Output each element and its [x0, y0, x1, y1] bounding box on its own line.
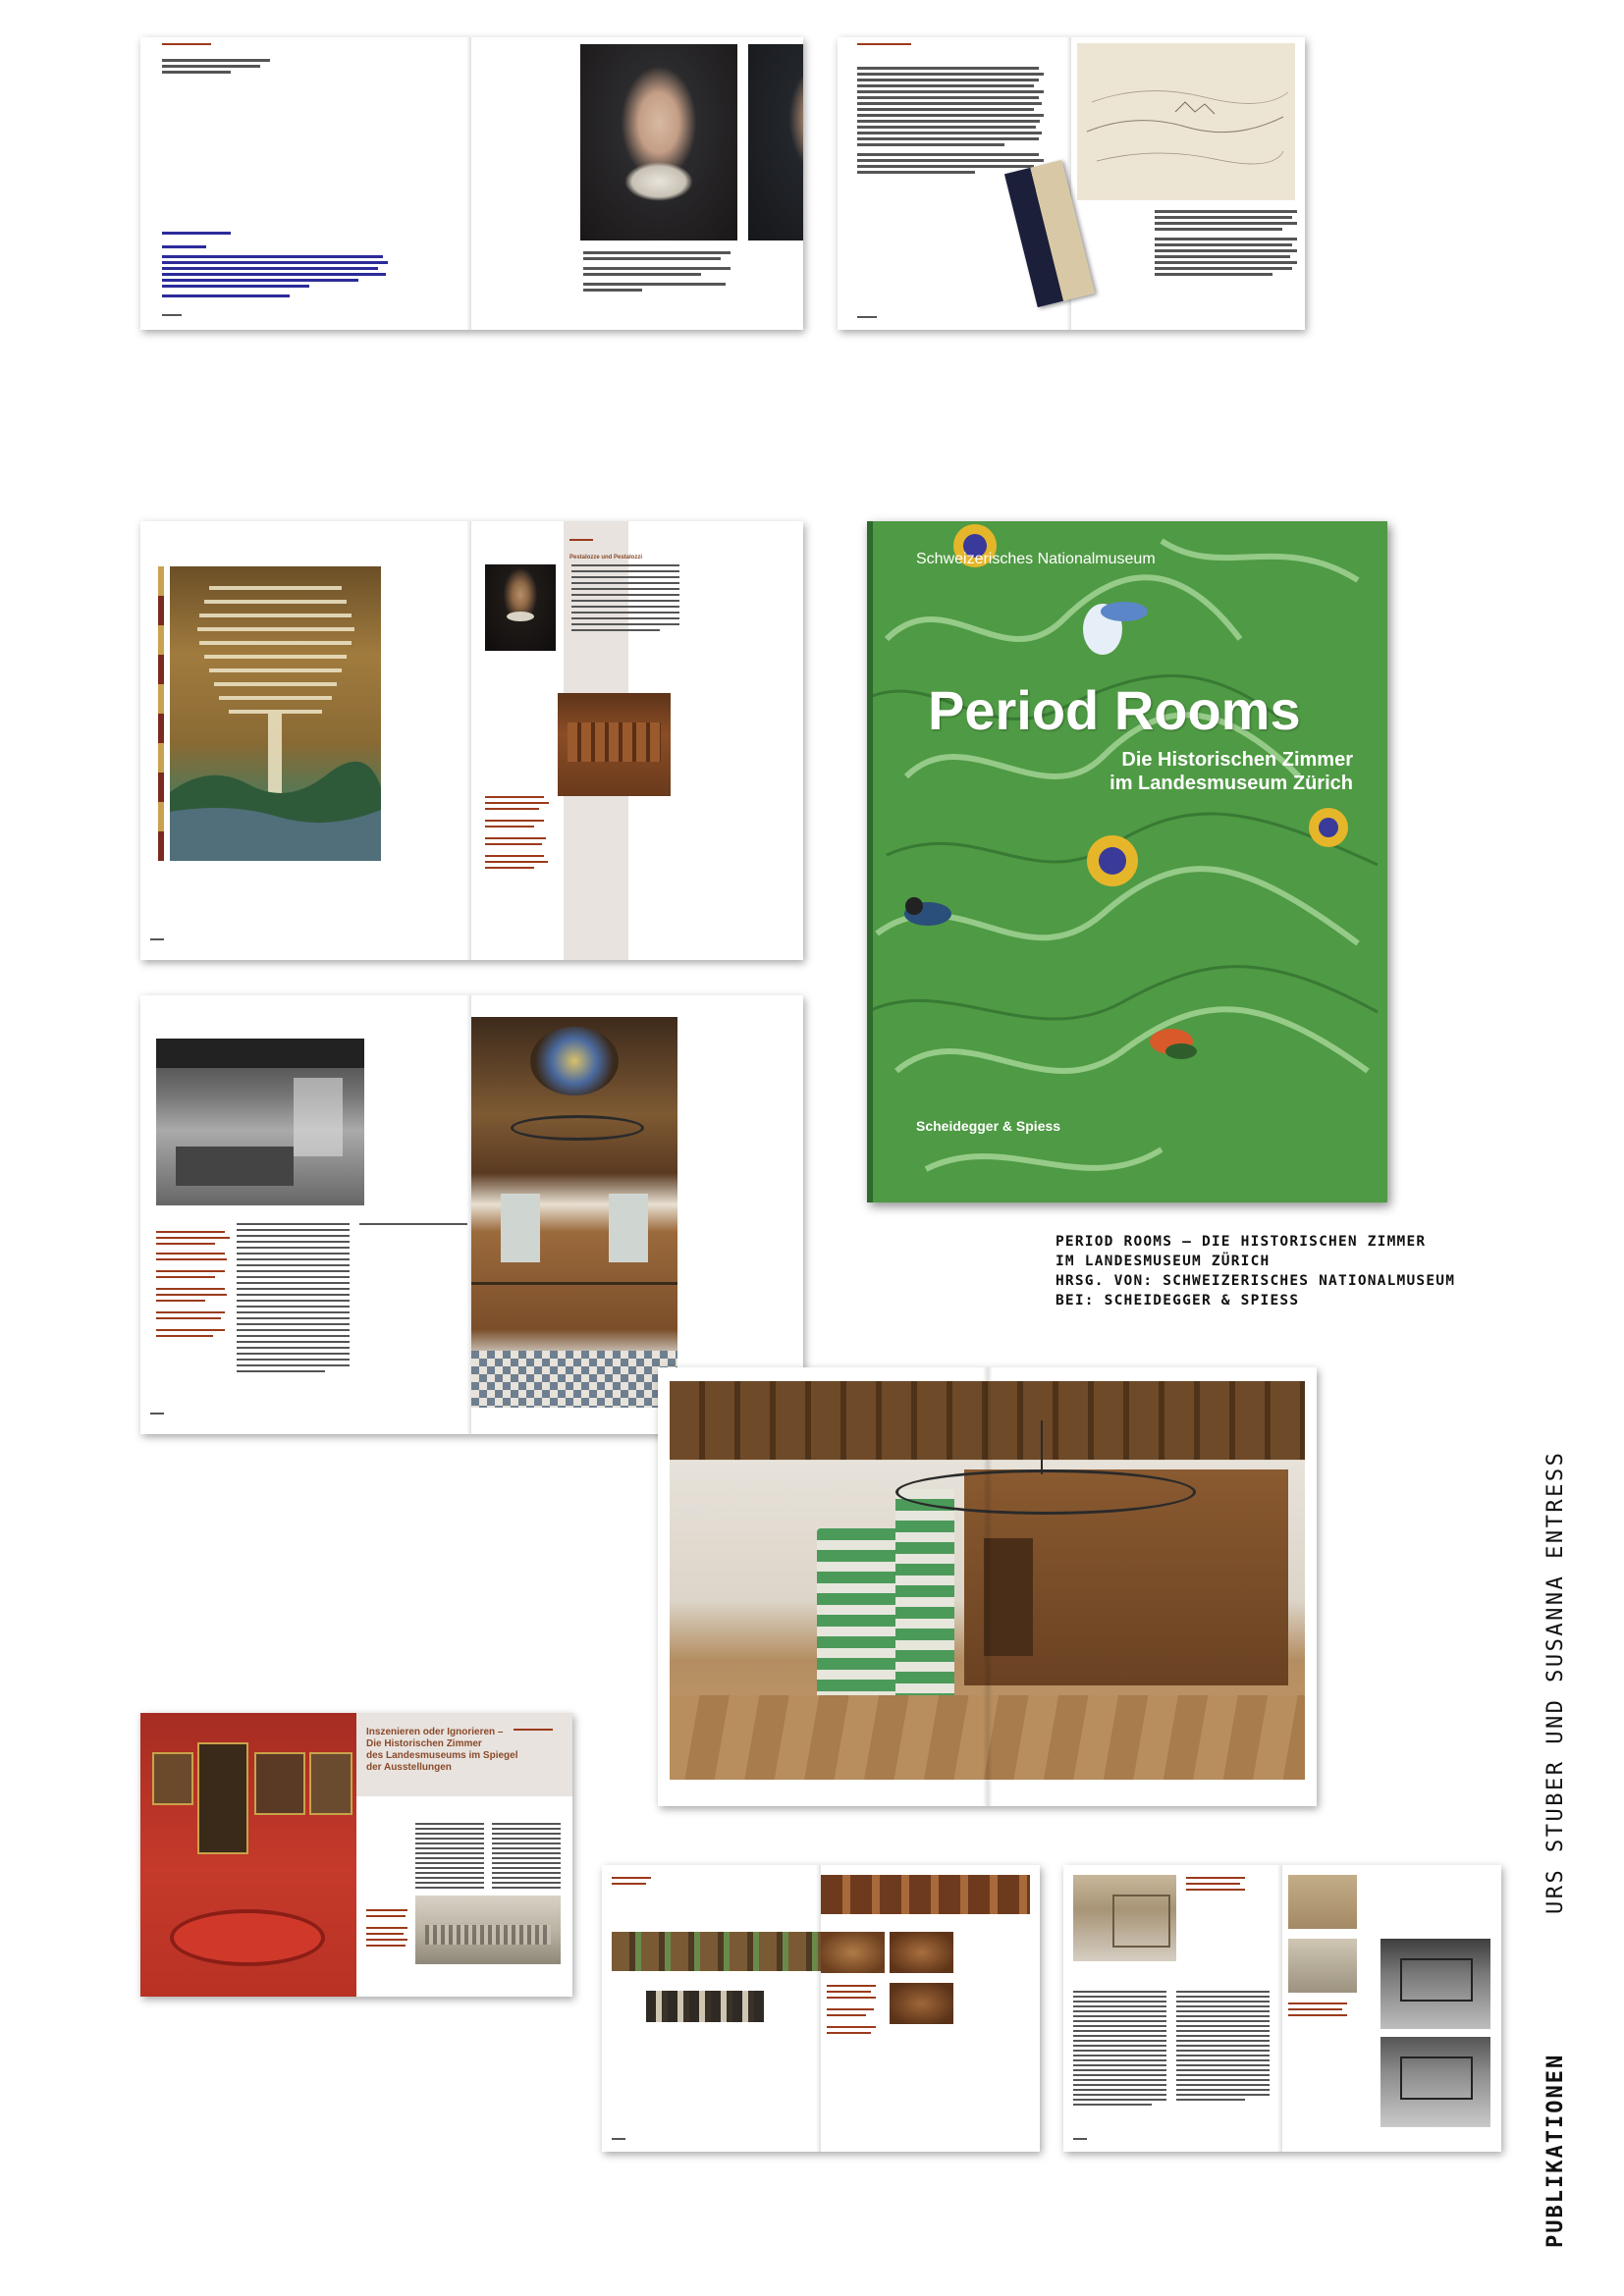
spread-page-right: [821, 1865, 1040, 2152]
spread-pestalozzi: [140, 521, 803, 960]
city-engraving: [415, 1896, 561, 1964]
frieze-2: [646, 1991, 764, 2022]
portrait-man: [748, 44, 803, 240]
sketch-drawing: [1077, 43, 1295, 200]
spread-page-right: [1282, 1865, 1501, 2152]
spread-sketch: [838, 37, 1305, 330]
portrait-woman: [580, 44, 737, 240]
frieze-1: [612, 1932, 821, 1971]
pestalozzi-heading: Pestalozze und Pestalozzi: [569, 555, 643, 561]
spread-friezes: [602, 1865, 1040, 2152]
family-tree-painting: [170, 566, 381, 861]
book-cover: [867, 521, 1387, 1202]
frieze-3: [821, 1875, 1030, 1914]
restoration-photo-2: [1288, 1875, 1357, 1929]
spread-restoration: [1063, 1865, 1501, 2152]
exhibit-heading-3: des Landesmuseums im Spiegel: [366, 1750, 518, 1761]
spread-page-left: [140, 995, 471, 1434]
spread-portraits: [140, 37, 803, 330]
portrait-pestalozzi: [485, 564, 556, 651]
restoration-photo-3: [1288, 1939, 1357, 1993]
exhibit-heading-1: Inszenieren oder Ignorieren –: [366, 1727, 504, 1737]
frieze-5: [890, 1932, 953, 1973]
painted-ceiling-room: [471, 1017, 677, 1408]
side-authors: URS STUBER UND SUSANNA ENTRESS: [1543, 1450, 1568, 1914]
exhibit-heading-4: der Ausstellungen: [366, 1762, 452, 1773]
spread-page-left: [1063, 1865, 1282, 2152]
caption-line-3: HRSG. VON: SCHWEIZERISCHES NATIONALMUSEUM: [1056, 1273, 1456, 1289]
restoration-photo-4: [1380, 1939, 1490, 2029]
cover-publisher-bottom: Scheidegger & Spiess: [916, 1118, 1061, 1134]
exhibit-heading-2: Die Historischen Zimmer: [366, 1738, 482, 1749]
archive-photo-room: [156, 1039, 364, 1205]
caption-line-2: IM LANDESMUSEUM ZÜRICH: [1056, 1254, 1271, 1269]
side-section-label: PUBLIKATIONEN: [1543, 2053, 1568, 2248]
book-caption: [1056, 1232, 1455, 1310]
cover-publisher-top: Schweizerisches Nationalmuseum: [916, 551, 1156, 567]
spread-oven-room: [658, 1367, 1317, 1806]
spread-page-right: [356, 1713, 572, 1997]
cover-subtitle-2: im Landesmuseum Zürich: [1110, 773, 1353, 794]
spread-page-left: [140, 521, 471, 960]
spread-page-right: [471, 521, 803, 960]
restoration-photo-5: [1380, 2037, 1490, 2127]
room-label: XXVII: [681, 1503, 715, 1517]
cover-title: Period Rooms: [928, 679, 1301, 741]
spread-exhibition: [140, 1713, 572, 1997]
spread-page-left: [140, 37, 471, 330]
carved-panel: [558, 693, 671, 796]
spread-page-left: [602, 1865, 821, 2152]
caption-line-4: BEI: SCHEIDEGGER & SPIESS: [1056, 1293, 1300, 1308]
restoration-photo: [1073, 1875, 1176, 1961]
spread-page-right: [1071, 37, 1305, 330]
spread-page-right: [471, 37, 803, 330]
caption-line-1: PERIOD ROOMS – DIE HISTORISCHEN ZIMMER: [1056, 1234, 1427, 1250]
frieze-6: [890, 1983, 953, 2024]
frieze-4: [821, 1932, 885, 1973]
cover-subtitle-1: Die Historischen Zimmer: [1121, 749, 1353, 771]
red-exhibition-room: [140, 1713, 356, 1997]
